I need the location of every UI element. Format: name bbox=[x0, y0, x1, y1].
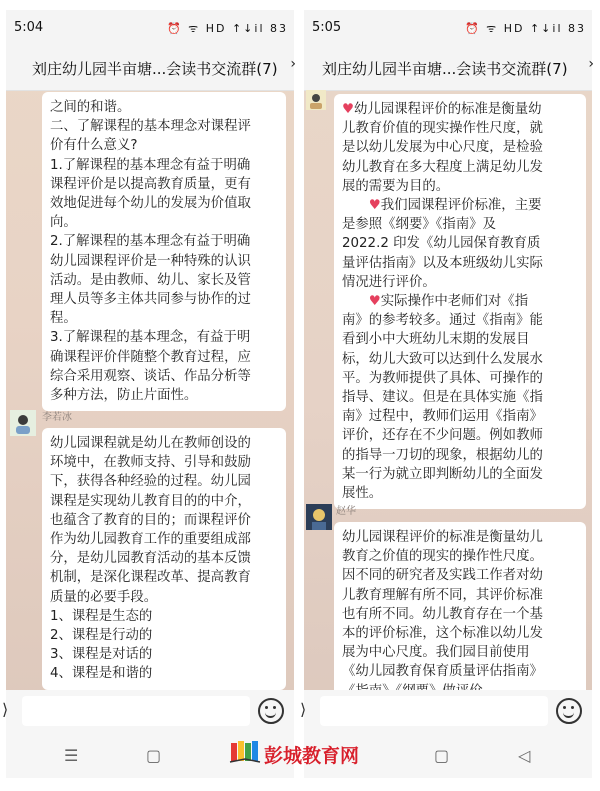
message-line: 南》的参考较多。通过《指南》能 bbox=[342, 313, 543, 329]
avatar[interactable] bbox=[306, 504, 332, 530]
heart-emoji: ♥ bbox=[368, 294, 381, 310]
status-bar bbox=[304, 10, 592, 44]
message-line: 南》过程中，教师们运用《指南》 bbox=[342, 409, 543, 425]
message-line: 幼儿园课程评价是一种特殊的认识 bbox=[50, 253, 251, 269]
message-line bbox=[342, 292, 578, 311]
more-icon[interactable]: › bbox=[588, 56, 594, 72]
menu-icon[interactable]: ☰ bbox=[64, 746, 79, 765]
message-line: 平。为教师提供了具体、可操作的 bbox=[342, 370, 543, 386]
heart-emoji: ♥ bbox=[342, 102, 355, 117]
watermark-text: 彭城教育网 bbox=[264, 745, 360, 767]
message-line: 2022.2 印发《幼儿园保育教育质 bbox=[342, 236, 541, 252]
message-line: 也有所不同。幼儿教育存在一个基 bbox=[342, 606, 543, 622]
message-line: 教育之价值的现实的操作性尺度。 bbox=[342, 549, 543, 565]
message-line: 课程评价是以提高教育质量，更有 bbox=[50, 176, 251, 192]
more-icon[interactable]: › bbox=[290, 56, 296, 72]
avatar-image bbox=[306, 90, 326, 110]
status-icons: ⏰ ᯤ HD ↑↓il 83 bbox=[166, 22, 288, 35]
message-line: 分，是幼儿园教育活动的基本反馈 bbox=[50, 551, 251, 567]
status-bar bbox=[6, 10, 294, 44]
message-line: 展的需要为目的。 bbox=[342, 178, 450, 194]
message-line: 理人员等多主体共同参与协作的过 bbox=[50, 292, 251, 308]
avatar-image bbox=[10, 410, 36, 436]
message-line bbox=[342, 100, 578, 119]
voice-icon[interactable]: ⟩ bbox=[2, 700, 9, 719]
message-bubble[interactable] bbox=[334, 94, 586, 509]
watermark bbox=[230, 738, 380, 768]
message-line: 多种方法，防止片面性。 bbox=[50, 388, 198, 404]
avatar-image bbox=[306, 504, 332, 530]
status-time: 5:04 bbox=[14, 20, 44, 35]
home-icon[interactable]: ▢ bbox=[434, 746, 450, 765]
message-line: 幼儿教育在多大程度上满足幼儿发 bbox=[342, 159, 543, 175]
input-bar bbox=[300, 690, 592, 734]
voice-icon[interactable]: ⟩ bbox=[300, 700, 307, 719]
message-input[interactable] bbox=[320, 696, 548, 726]
emoji-icon[interactable] bbox=[556, 698, 582, 724]
message-line: 向。 bbox=[50, 215, 77, 231]
book-logo-icon bbox=[230, 740, 260, 764]
message-line: 环境中，在教师支持、引导和鼓励 bbox=[50, 455, 251, 471]
sender-name: 赵华 bbox=[336, 506, 356, 517]
message-text: 幼儿园课程评价的标准是衡量幼 bbox=[354, 102, 542, 117]
message-line: 是参照《纲要》《指南》及 bbox=[342, 217, 496, 233]
message-line: 幼儿园课程就是幼儿在教师创设的 bbox=[50, 436, 251, 451]
emoji-icon[interactable] bbox=[258, 698, 284, 724]
message-line: 4、课程是和谐的 bbox=[50, 666, 153, 682]
chat-titlebar bbox=[6, 44, 294, 91]
message-line: 评价，还存在不少问题。例如教师 bbox=[342, 428, 543, 444]
message-line: 价有什么意义? bbox=[50, 138, 138, 154]
message-bubble[interactable] bbox=[334, 522, 586, 707]
message-line: 儿教育价值的现实操作性尺度，就 bbox=[342, 121, 543, 137]
message-line: 下，获得各种经验的过程。幼儿园 bbox=[50, 474, 251, 490]
message-line: 是以幼儿发展为中心尺度，是检验 bbox=[342, 140, 543, 156]
message-bubble[interactable] bbox=[42, 428, 286, 690]
message-line: 二、了解课程的基本理念对课程评 bbox=[50, 119, 251, 135]
message-text: 实际操作中老师们对《指 bbox=[380, 294, 529, 310]
chat-title[interactable]: 刘庄幼儿园半亩塘...会读书交流群(7) bbox=[322, 60, 568, 78]
chat-title[interactable]: 刘庄幼儿园半亩塘...会读书交流群(7) bbox=[32, 60, 278, 78]
message-bubble[interactable] bbox=[42, 92, 286, 411]
avatar[interactable] bbox=[10, 410, 36, 436]
message-line: 看到小中大班幼儿末期的发展目 bbox=[342, 332, 530, 348]
message-line: 因不同的研究者及实践工作者对幼 bbox=[342, 568, 543, 584]
input-bar bbox=[2, 690, 294, 734]
message-line: 也蕴含了教育的目的；而课程评价 bbox=[50, 512, 251, 528]
message-line: 指导、建议。但是在具体实施《指 bbox=[342, 390, 543, 406]
heart-emoji: ♥ bbox=[368, 198, 381, 214]
message-line: 情况进行评价。 bbox=[342, 274, 436, 290]
message-line: 活动。是由教师、幼儿、家长及管 bbox=[50, 272, 251, 288]
message-line: 质量的必要手段。 bbox=[50, 589, 158, 605]
message-input[interactable] bbox=[22, 696, 250, 726]
left-screenshot bbox=[2, 10, 296, 778]
message-line: 1.了解课程的基本理念有益于明确 bbox=[50, 157, 251, 173]
message-line: 综合采用观察、谈话、作品分析等 bbox=[50, 368, 251, 384]
sender-name: 李若冰 bbox=[42, 412, 72, 423]
message-line: 程。 bbox=[50, 311, 77, 327]
message-line: 3.了解课程的基本理念，有益于明 bbox=[50, 330, 251, 346]
back-icon[interactable]: ◁ bbox=[518, 746, 531, 765]
message-line: 《幼儿园教育保育质量评估指南》 bbox=[342, 664, 543, 680]
chat-titlebar bbox=[304, 44, 592, 91]
message-line: 1、课程是生态的 bbox=[50, 608, 153, 624]
message-line: 的指导一刀切的现象，根据幼儿的 bbox=[342, 447, 543, 463]
message-line: 本的评价标准，这个标准以幼儿发 bbox=[342, 626, 543, 642]
message-line: 某一行为就立即判断幼儿的全面发 bbox=[342, 466, 543, 482]
message-line: 效地促进每个幼儿的发展为价值取 bbox=[50, 196, 251, 212]
message-line: 作为幼儿园教育工作的重要组成部 bbox=[50, 532, 251, 548]
message-line: 课程是实现幼儿教育目的的中介， bbox=[50, 493, 251, 509]
message-line: 3、课程是对话的 bbox=[50, 647, 153, 663]
message-line: 标，幼儿大致可以达到什么发展水 bbox=[342, 351, 543, 367]
message-line: 展为中心尺度。我们园目前使用 bbox=[342, 645, 530, 661]
message-line: 2.了解课程的基本理念有益于明确 bbox=[50, 234, 251, 250]
message-line: 之间的和谐。 bbox=[50, 100, 131, 115]
avatar[interactable] bbox=[306, 90, 326, 110]
message-line: 儿教育理解有所不同，其评价标准 bbox=[342, 587, 543, 603]
message-line bbox=[342, 196, 578, 215]
message-line: 确课程评价伴随整个教育过程，应 bbox=[50, 349, 251, 365]
message-line: 机制，是深化课程改革、提高教育 bbox=[50, 570, 251, 586]
right-screenshot bbox=[300, 10, 594, 778]
home-icon[interactable]: ▢ bbox=[146, 746, 162, 765]
status-icons: ⏰ ᯤ HD ↑↓il 83 bbox=[464, 22, 586, 35]
message-line: 幼儿园课程评价的标准是衡量幼儿 bbox=[342, 530, 543, 545]
message-text: 我们园课程评价标准，主要 bbox=[380, 198, 542, 214]
message-line: 2、课程是行动的 bbox=[50, 628, 153, 644]
message-line: 展性。 bbox=[342, 486, 383, 502]
message-line: 量评估指南》以及本班级幼儿实际 bbox=[342, 255, 543, 271]
status-time: 5:05 bbox=[312, 20, 342, 35]
